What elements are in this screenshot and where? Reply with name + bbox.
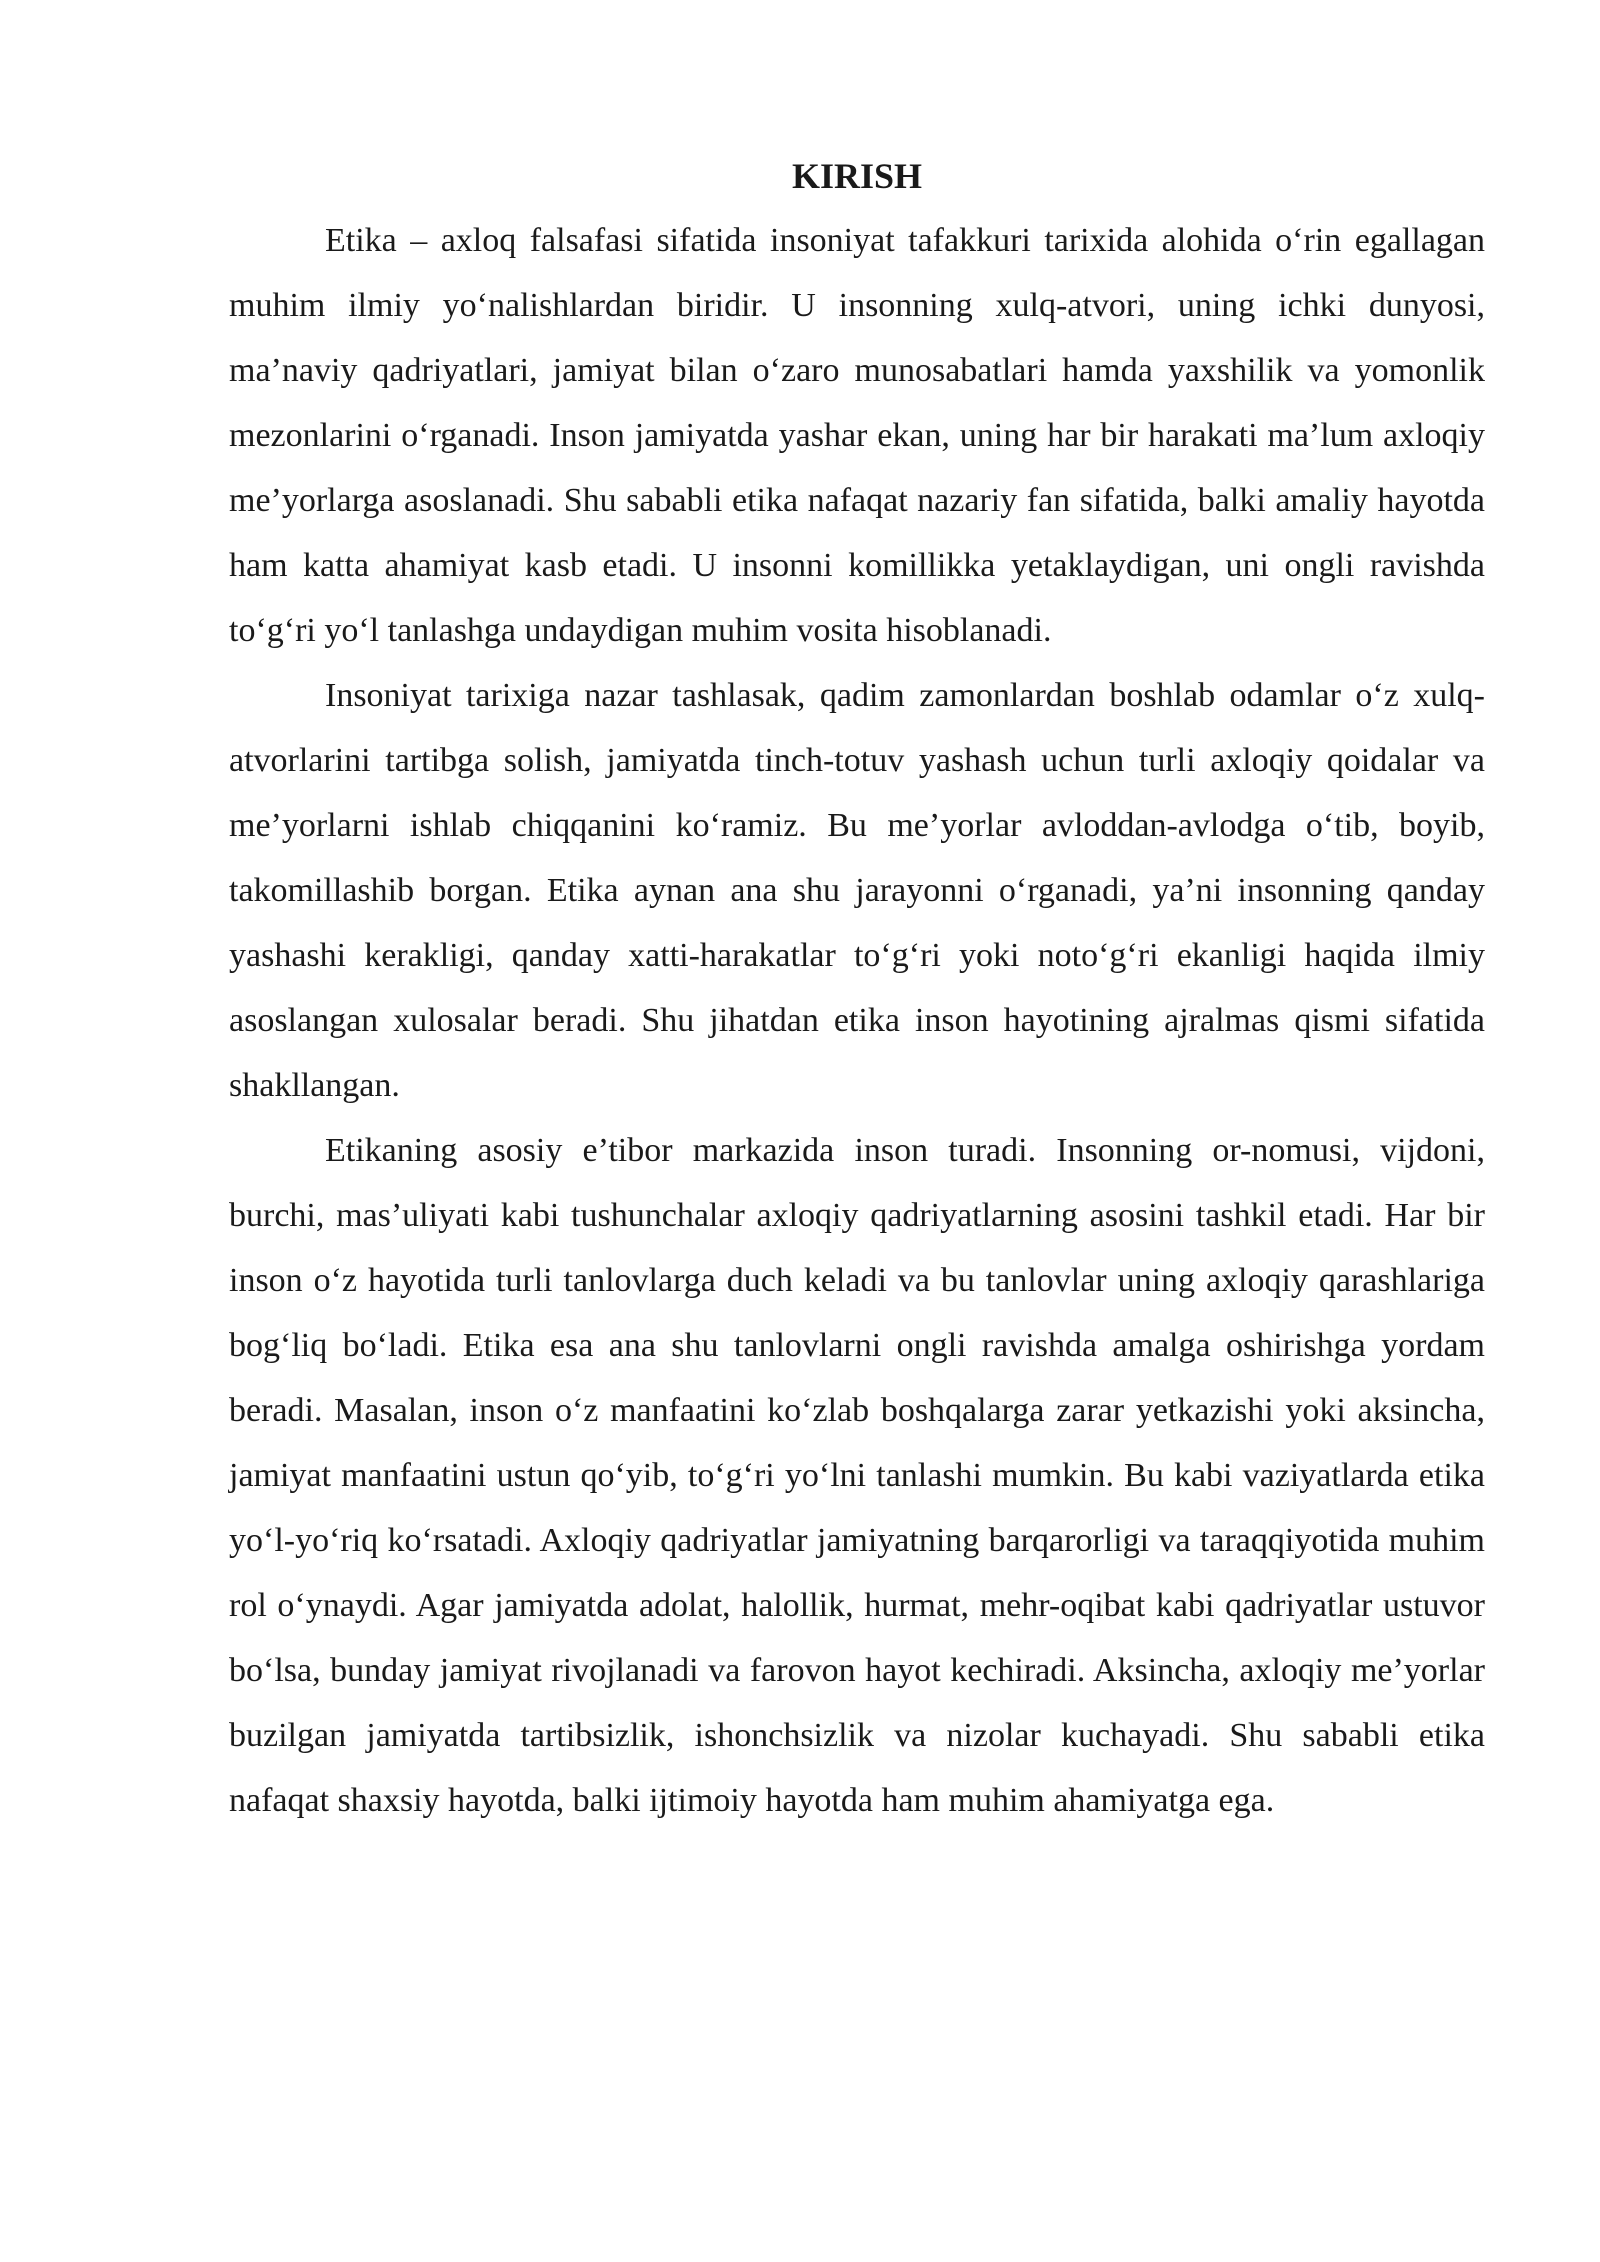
paragraph-2: Insoniyat tarixiga nazar tashlasak, qadim zamonlardan boshlab odamlar o‘z xulq-atvorlarini tartibga solish, jamiyatda tinch-totuv yashash uchun turli axloqiy qoidalar va me’yorlarni ishlab chiqqanini ko‘ramiz. Bu me’yorlar avloddan-avlodga o‘tib, boyib, takomillashib borgan. Etika aynan ana shu jarayonni o‘rganadi, ya’ni insonning qanday yashashi kerakligi, qanday xatti-harakatlar to‘g‘ri yoki noto‘g‘ri ekanligi haqida ilmiy asoslangan xulosalar beradi. Shu jihatdan etika inson hayotining ajralmas qismi sifatida shakllangan. [229,677,1485,1104]
page-title: KIRISH [791,156,923,196]
document-page [229,148,1485,1833]
paragraph-3: Etikaning asosiy e’tibor markazida inson turadi. Insonning or-nomusi, vijdoni, burchi, mas’uliyati kabi tushunchalar axloqiy qadriyatlarning asosini tashkil etadi. Har bir inson o‘z hayotida turli tanlovlarga duch keladi va bu tanlovlar uning axloqiy qarashlariga bog‘liq bo‘ladi. Etika esa ana shu tanlovlarni ongli ravishda amalga oshirishga yordam beradi. Masalan, inson o‘z manfaatini ko‘zlab boshqalarga zarar yetkazishi yoki aksincha, jamiyat manfaatini ustun qo‘yib, to‘g‘ri yo‘lni tanlashi mumkin. Bu kabi vaziyatlarda etika yo‘l-yo‘riq ko‘rsatadi. Axloqiy qadriyatlar jamiyatning barqarorligi va taraqqiyotida muhim rol o‘ynaydi. Agar jamiyatda adolat, halollik, hurmat, mehr-oqibat kabi qadriyatlar ustuvor bo‘lsa, bunday jamiyat rivojlanadi va farovon hayot kechiradi. Aksincha, axloqiy me’yorlar buzilgan jamiyatda tartibsizlik, ishonchsizlik va nizolar kuchayadi. Shu sababli etika nafaqat shaxsiy hayotda, balki ijtimoiy hayotda ham muhim ahamiyatga ega. [229,1132,1485,1819]
paragraph-1: Etika – axloq falsafasi sifatida insoniyat tafakkuri tarixida alohida o‘rin egallagan muhim ilmiy yo‘nalishlardan biridir. U insonning xulq-atvori, uning ichki dunyosi, ma’naviy qadriyatlari, jamiyat bilan o‘zaro munosabatlari hamda yaxshilik va yomonlik mezonlarini o‘rganadi. Inson jamiyatda yashar ekan, uning har bir harakati ma’lum axloqiy me’yorlarga asoslanadi. Shu sababli etika nafaqat nazariy fan sifatida, balki amaliy hayotda ham katta ahamiyat kasb etadi. U insonni komillikka yetaklaydigan, uni ongli ravishda to‘g‘ri yo‘l tanlashga undaydigan muhim vosita hisoblanadi. [229,222,1485,649]
